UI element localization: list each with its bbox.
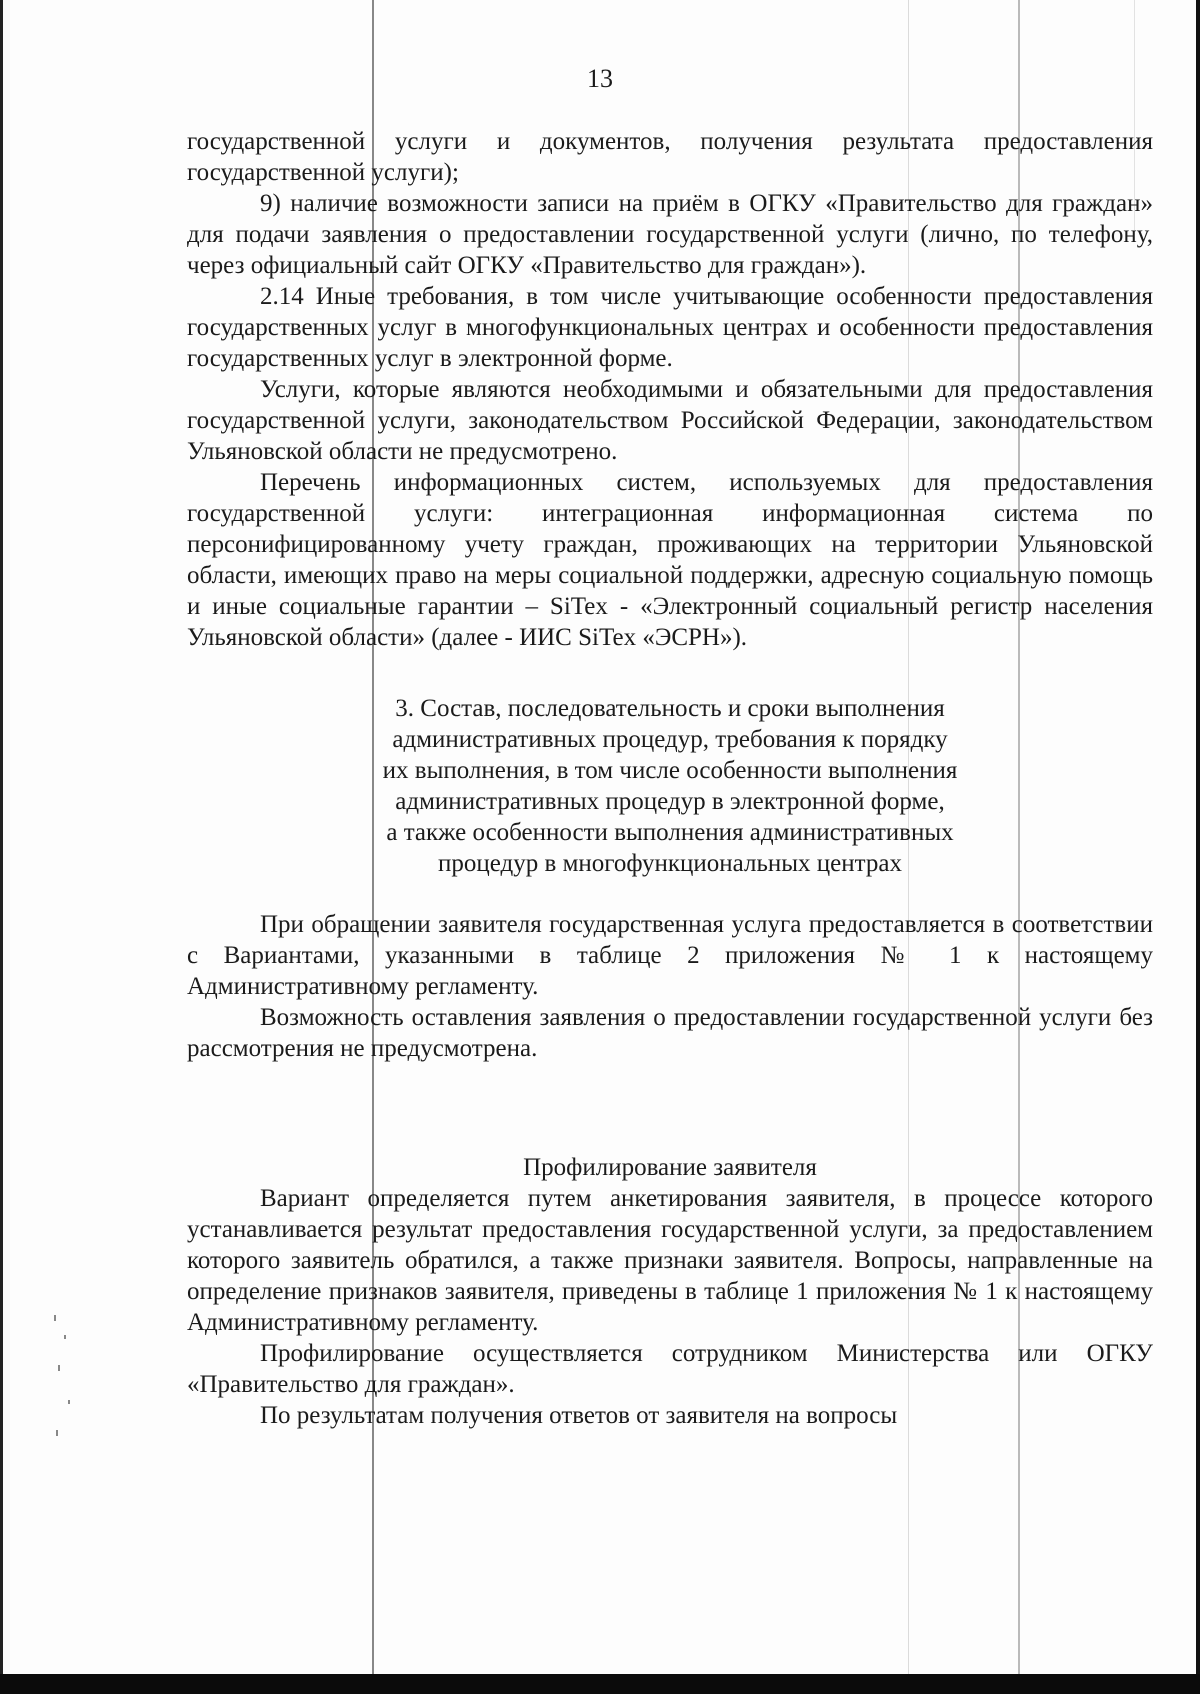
- section-heading-line: их выполнения, в том числе особенности выполнения: [382, 757, 958, 784]
- paragraph: Услуги, которые являются необходимыми и обязательными для предоставления государственной услуги, законодательством Российской Федерации, законодательством Ульяновской области не предусмотрено.: [187, 376, 1153, 465]
- paragraph: 2.14 Иные требования, в том числе учитывающие особенности предоставления государственных услуг в многофункциональных центрах и особенности предоставления государственных услуг в электронной форме.: [187, 283, 1153, 372]
- section-heading-line: административных процедур, требования к порядку: [392, 726, 948, 753]
- paragraph: Профилирование осуществляется сотрудником Министерства или ОГКУ «Правительство для граждан».: [187, 1340, 1153, 1398]
- page-number: 13: [587, 64, 613, 93]
- paragraph: государственной услуги и документов, получения результата предоставления государственной услуги);: [187, 128, 1153, 186]
- paragraph: Вариант определяется путем анкетирования заявителя, в процессе которого устанавливается результат предоставления государственной услуги, за предоставлением которого заявитель обратился, а также признаки заявителя. Вопросы, направленные на определение признаков заявителя, приведены в таблице 1 приложения № 1 к настоящему Административному регламенту.: [187, 1185, 1153, 1336]
- scan-edge-left: [0, 0, 3, 1694]
- scan-specks: [50, 1305, 80, 1445]
- paragraph: При обращении заявителя государственная услуга предоставляется в соответствии с Вариантами, указанными в таблице 2 приложения № 1 к настоящему Административному регламенту.: [187, 911, 1153, 1000]
- paragraph: По результатам получения ответов от заявителя на вопросы: [260, 1402, 898, 1429]
- paragraph: Возможность оставления заявления о предоставлении государственной услуги без рассмотрения не предусмотрена.: [187, 1004, 1153, 1062]
- section-heading: [187, 693, 1153, 879]
- subsection-heading: Профилирование заявителя: [523, 1154, 817, 1181]
- section-heading-line: а также особенности выполнения административных: [386, 819, 954, 846]
- scan-edge-bottom: [0, 1674, 1200, 1694]
- section-heading-line: процедур в многофункциональных центрах: [438, 850, 902, 877]
- section-heading-line: административных процедур в электронной форме,: [395, 788, 945, 815]
- scan-edge-right: [1196, 0, 1200, 1694]
- document-body: [187, 126, 1153, 1431]
- paragraph: 9) наличие возможности записи на приём в ОГКУ «Правительство для граждан» для подачи заявления о предоставлении государственной услуги (лично, по телефону, через официальный сайт ОГКУ «Правительство для граждан»).: [187, 190, 1153, 279]
- section-heading-line: 3. Состав, последовательность и сроки выполнения: [395, 695, 945, 722]
- paragraph: Перечень информационных систем, используемых для предоставления государственной услуги: интеграционная информационная система по персонифицированному учету граждан, проживающих на территории Ульяновской области, имеющих право на меры социальной поддержки, адресную социальную помощь и иные социальные гарантии – SiTex - «Электронный социальный регистр населения Ульяновской области» (далее - ИИС SiTex «ЭСРН»).: [187, 469, 1153, 651]
